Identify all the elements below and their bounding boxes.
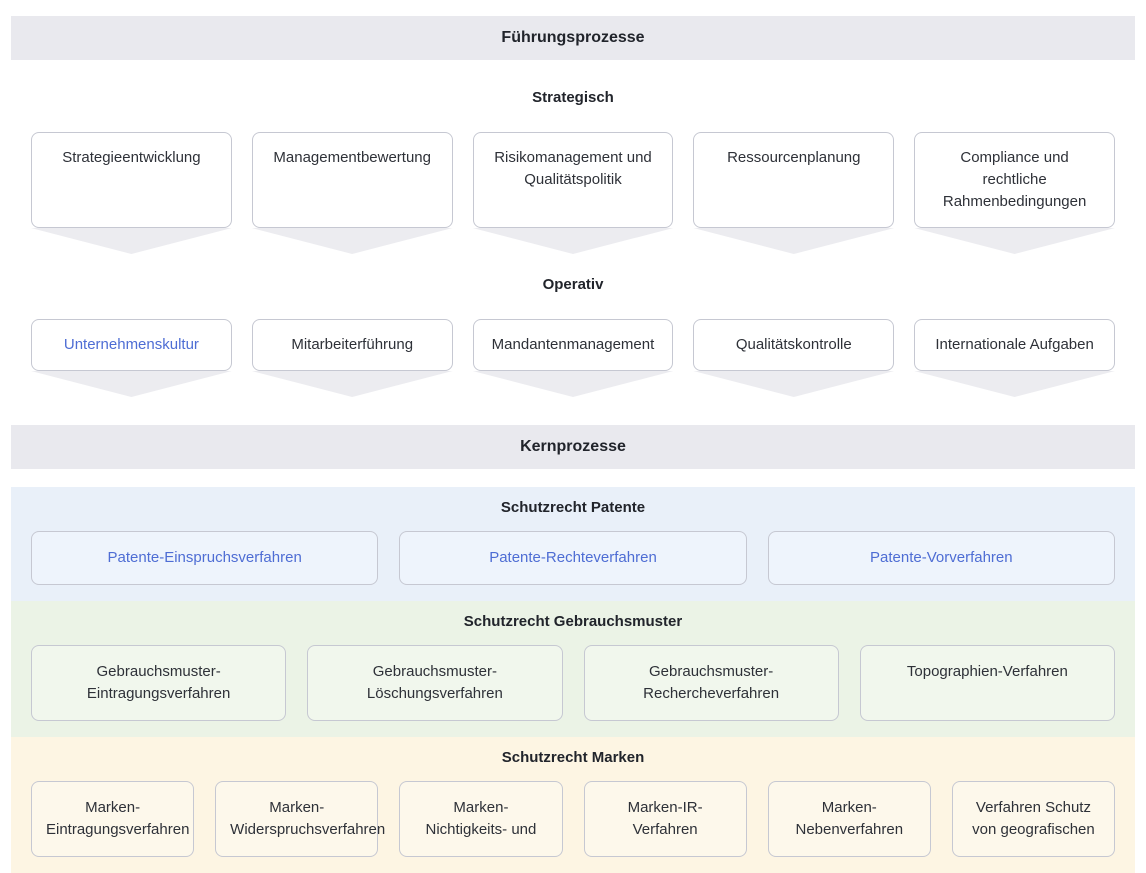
process-cell [252,132,453,254]
process-cell [252,319,453,397]
process-cell [215,781,386,857]
kernprozesse-title: Kernprozesse [520,438,626,455]
process-box-compliance-rahmenbedingungen: Compliance und rechtliche Rahmenbedingungen [914,132,1115,228]
down-arrow [473,371,674,397]
section-schutzrecht-marken [11,737,1135,873]
process-cell [952,781,1115,857]
process-cell [473,132,674,254]
process-box-patente-vorverfahren[interactable]: Patente-Vorverfahren [768,531,1115,585]
down-arrow [914,371,1115,397]
process-cell [31,132,232,254]
down-arrow [693,371,894,397]
process-box-gebrauchsmuster-rechercheverfahren: Gebrauchsmuster-Rechercheverfahren [584,645,839,721]
process-cell [31,319,232,397]
down-arrow [252,228,453,254]
schutzrecht-gebrauchsmuster-heading: Schutzrecht Gebrauchsmuster [463,613,683,630]
process-box-mitarbeiterfuehrung: Mitarbeiterführung [252,319,453,371]
marken-row [31,781,1115,857]
process-cell [768,531,1115,585]
process-box-risikomanagement-qualitaetspolitik: Risikomanagement und Qualitätspolitik [473,132,674,228]
fuehrungsprozesse-header [11,16,1135,60]
process-box-managementbewertung: Managementbewertung [252,132,453,228]
down-arrow [693,228,894,254]
operativ-row [31,319,1115,397]
process-box-marken-widerspruchsverfahren: Marken-Widerspruchsverfahren [215,781,378,857]
down-arrow [473,228,674,254]
process-cell [768,781,931,857]
down-arrow [31,371,232,397]
process-box-gebrauchsmuster-loeschungsverfahren: Gebrauchsmuster-Löschungsverfahren [307,645,562,721]
patente-row [31,531,1115,585]
process-cell [860,645,1115,721]
operativ-heading: Operativ [542,276,604,293]
strategisch-heading: Strategisch [532,89,614,106]
process-box-qualitaetskontrolle: Qualitätskontrolle [693,319,894,371]
section-schutzrecht-gebrauchsmuster [11,601,1135,737]
process-box-ressourcenplanung: Ressourcenplanung [693,132,894,228]
process-box-gebrauchsmuster-eintragungsverfahren: Gebrauchsmuster-Eintragungsverfahren [31,645,286,721]
down-arrow [914,228,1115,254]
kernprozesse-header [11,425,1135,469]
process-box-marken-nebenverfahren: Marken-Nebenverfahren [768,781,931,857]
process-cell [473,319,674,397]
fuehrungsprozesse-title: Führungsprozesse [501,29,645,46]
process-cell [31,531,378,585]
process-box-internationale-aufgaben: Internationale Aufgaben [914,319,1115,371]
gebrauchsmuster-row [31,645,1115,721]
down-arrow [31,228,232,254]
process-box-topographien-verfahren: Topographien-Verfahren [860,645,1115,721]
process-cell [693,319,894,397]
process-cell [399,781,562,857]
process-cell [693,132,894,254]
process-cell [584,781,747,857]
process-box-marken-ir-verfahren: Marken-IR-Verfahren [584,781,747,857]
process-cell [31,781,194,857]
process-box-strategieentwicklung: Strategieentwicklung [31,132,232,228]
down-arrow [252,371,453,397]
process-box-patente-rechteverfahren[interactable]: Patente-Rechteverfahren [399,531,746,585]
process-box-verfahren-schutz-geografischen: Verfahren Schutz von geografischen [952,781,1115,857]
process-box-marken-eintragungsverfahren: Marken-Eintragungsverfahren [31,781,194,857]
process-cell [914,132,1115,254]
process-cell [399,531,746,585]
process-box-unternehmenskultur[interactable]: Unternehmenskultur [31,319,232,371]
section-schutzrecht-patente [11,487,1135,601]
process-cell [914,319,1115,397]
process-cell [31,645,286,721]
process-box-marken-nichtigkeitsverfahren: Marken-Nichtigkeits- und [399,781,562,857]
process-box-patente-einspruchsverfahren[interactable]: Patente-Einspruchsverfahren [31,531,378,585]
strategisch-row [31,132,1115,254]
schutzrecht-marken-heading: Schutzrecht Marken [501,749,645,766]
process-box-mandantenmanagement: Mandantenmanagement [473,319,674,371]
process-cell [307,645,562,721]
process-cell [584,645,839,721]
schutzrecht-patente-heading: Schutzrecht Patente [500,499,646,516]
